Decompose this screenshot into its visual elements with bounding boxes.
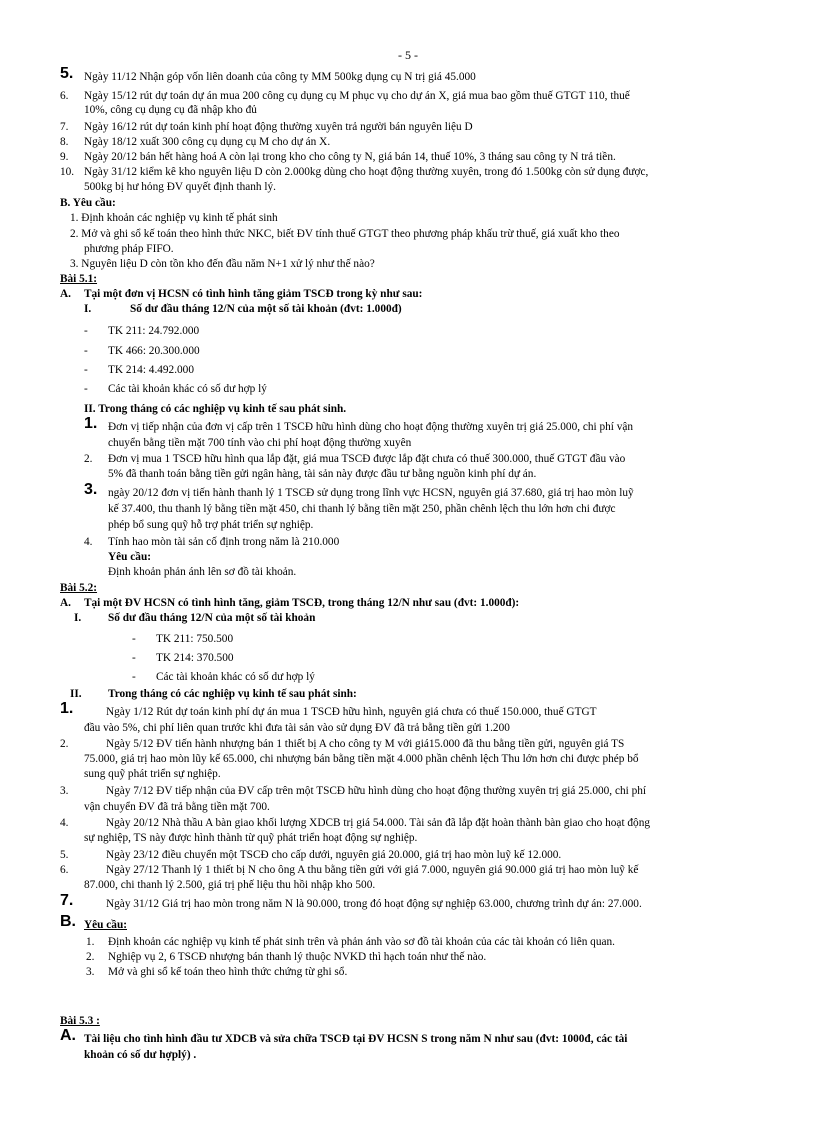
exercise-title: Bài 5.1:: [60, 273, 98, 285]
op-text: Đơn vị mua 1 TSCĐ hữu hình qua lắp đặt, giá mua TSCĐ được lắp đặt chưa có thuế 300.000, thuế GTGT đầu vào: [108, 453, 626, 465]
bullet-dash: -: [84, 345, 88, 357]
op-text: Ngày 1/12 Rút dự toán kinh phí dự án mua 1 TSCĐ hữu hình, nguyên giá chưa có thuế 150.000, thuế GTGT: [106, 706, 597, 718]
list-item-text: Ngày 16/12 rút dự toán kinh phí hoạt động thường xuyên trả người bán nguyên liệu D: [84, 121, 473, 133]
op-number: 3.: [84, 481, 98, 498]
op-text: Đơn vị tiếp nhận của đơn vị cấp trên 1 TSCĐ hữu hình dùng cho hoạt động thường xuyên trị giá 25.000, chi phí vận: [108, 421, 634, 433]
section-heading: Tài liệu cho tình hình đầu tư XDCB và sửa chữa TSCĐ tại ĐV HCSN S trong năm N như sau (đvt: 1000đ, các tài: [84, 1033, 628, 1045]
requirement-item: phương pháp FIFO.: [84, 243, 174, 255]
requirement-item: Định khoản phản ánh lên sơ đồ tài khoản.: [108, 566, 297, 578]
list-item-number: 8.: [60, 136, 69, 148]
list-item-text: 500kg bị hư hỏng ĐV quyết định thanh lý.: [84, 181, 276, 193]
bullet-dash: -: [132, 652, 136, 664]
section-label: I.: [84, 303, 92, 315]
list-item-number: 5.: [60, 65, 74, 82]
op-text: Ngày 23/12 điều chuyển một TSCĐ cho cấp dưới, nguyên giá 20.000, giá trị hao mòn luỹ kế 12.000.: [106, 849, 562, 861]
op-text: Ngày 7/12 ĐV tiếp nhận của ĐV cấp trên một TSCĐ hữu hình dùng cho hoạt động thường xuyên trị giá 25.000, chi phí: [106, 785, 647, 797]
section-heading: Số dư đầu tháng 12/N của một số tài khoản (đvt: 1.000đ): [130, 303, 402, 315]
requirement-item: Mở và ghi sổ kế toán theo hình thức chứng từ ghi sổ.: [108, 966, 348, 978]
requirement-item: Nghiệp vụ 2, 6 TSCĐ nhượng bán thanh lý thuộc NVKD thì hạch toán như thế nào.: [108, 951, 487, 963]
op-text: sung quỹ phát triển sự nghiệp.: [84, 768, 221, 780]
balance-item: Các tài khoản khác có số dư hợp lý: [108, 383, 267, 395]
op-text: 75.000, giá trị hao mòn lũy kế 65.000, chi nhượng bán bằng tiền mặt 4.000 phần chênh lệch Thu lớn hơn chi được phép bổ: [84, 753, 639, 765]
bullet-dash: -: [132, 633, 136, 645]
section-label: II.: [70, 688, 82, 700]
op-text: Ngày 5/12 ĐV tiến hành nhượng bán 1 thiết bị A cho công ty M với giá15.000 đã thu bằng tiền gửi, nguyên giá TS: [106, 738, 625, 750]
op-text: 87.000, chi thanh lý 2.500, giá trị phế liệu thu hồi nhập kho 500.: [84, 879, 376, 891]
op-number: 1.: [60, 700, 74, 717]
balance-item: TK 211: 750.500: [156, 633, 234, 645]
section-label: A.: [60, 1027, 76, 1044]
op-text: ngày 20/12 đơn vị tiến hành thanh lý 1 TSCĐ sử dụng trong lĩnh vực HCSN, nguyên giá 37.680, giá trị hao mòn luỹ: [108, 487, 634, 499]
op-text: sự nghiệp, TS này được hình thành từ quỹ phát triển hoạt động sự nghiệp.: [84, 832, 418, 844]
op-number: 6.: [60, 864, 69, 876]
list-item-number: 10.: [60, 166, 75, 178]
list-item-number: 7.: [60, 121, 69, 133]
op-number: 4.: [84, 536, 93, 548]
section-label: A.: [60, 288, 71, 300]
list-item-text: Ngày 20/12 bán hết hàng hoá A còn lại trong kho cho công ty N, giá bán 14, thuế 10%, 3 tháng sau công ty N trả tiền.: [84, 151, 616, 163]
list-item-number: 6.: [60, 90, 69, 102]
op-text: vận chuyển ĐV đã trả bằng tiền mặt 700.: [84, 801, 270, 813]
section-heading: B. Yêu cầu:: [60, 197, 116, 209]
op-text: Ngày 20/12 Nhà thầu A bàn giao khối lượng XDCB trị giá 54.000. Tài sản đã lắp đặt hoàn thành bàn giao cho hoạt động: [106, 817, 651, 829]
op-number: 1.: [84, 415, 98, 432]
op-text: Ngày 27/12 Thanh lý 1 thiết bị N cho ông A thu bằng tiền gửi với giá 7.000, nguyên giá 90.000 giá trị hao mòn luỹ kế: [106, 864, 639, 876]
section-label: A.: [60, 597, 71, 609]
list-item-text: Ngày 18/12 xuất 300 công cụ dụng cụ M cho dự án X.: [84, 136, 331, 148]
section-heading: Yêu cầu:: [84, 919, 127, 931]
requirement-number: 2.: [86, 951, 95, 963]
requirement-item: 1. Định khoản các nghiệp vụ kinh tế phát sinh: [70, 212, 278, 224]
section-heading: Số dư đầu tháng 12/N của một số tài khoản: [108, 612, 316, 624]
op-number: 7.: [60, 892, 74, 909]
op-text: kế 37.400, thu thanh lý bằng tiền mặt 450, chi thanh lý bằng tiền mặt 250, phần chênh lệch thu lớn hơn chi được: [108, 503, 616, 515]
bullet-dash: -: [84, 364, 88, 376]
list-item-number: 9.: [60, 151, 69, 163]
section-label: B.: [60, 913, 76, 930]
op-text: chuyển bằng tiền mặt 700 tính vào chi phí hoạt động thường xuyên: [108, 437, 412, 449]
section-heading: Tại một ĐV HCSN có tình hình tăng, giảm TSCĐ, trong tháng 12/N như sau (đvt: 1.000đ):: [84, 597, 520, 609]
list-item-text: Ngày 15/12 rút dự toán dự án mua 200 công cụ dụng cụ M phục vụ cho dự án X, giá mua bao gồm thuế GTGT 110, thuế: [84, 90, 630, 102]
list-item-text: Ngày 31/12 kiểm kê kho nguyên liệu D còn 2.000kg dùng cho hoạt động thường xuyên, trong đó 1.500kg còn sử dụng được,: [84, 166, 649, 178]
op-text: 5% đã thanh toán bằng tiền gửi ngân hàng, tài sản này được đầu tư bằng nguồn kinh phí dự án.: [108, 468, 537, 480]
requirement-item: 3. Nguyên liệu D còn tồn kho đến đầu năm N+1 xử lý như thế nào?: [70, 258, 375, 270]
section-heading: II. Trong tháng có các nghiệp vụ kinh tế sau phát sinh.: [84, 403, 347, 415]
section-label: I.: [74, 612, 82, 624]
op-number: 3.: [60, 785, 69, 797]
list-item-text: Ngày 11/12 Nhận góp vốn liên doanh của công ty MM 500kg dụng cụ N trị giá 45.000: [84, 71, 476, 83]
page-number: - 5 -: [398, 48, 418, 62]
section-heading: Tại một đơn vị HCSN có tình hình tăng giảm TSCĐ trong kỳ như sau:: [84, 288, 423, 300]
exercise-title: Bài 5.2:: [60, 582, 98, 594]
requirement-number: 1.: [86, 936, 95, 948]
bullet-dash: -: [84, 383, 88, 395]
section-heading: Trong tháng có các nghiệp vụ kinh tế sau phát sinh:: [108, 688, 357, 700]
op-number: 2.: [60, 738, 69, 750]
section-heading: Yêu cầu:: [108, 551, 151, 563]
op-text: phép bổ sung quỹ hỗ trợ phát triển sự nghiệp.: [108, 519, 314, 531]
bullet-dash: -: [84, 325, 88, 337]
exercise-title: Bài 5.3 :: [60, 1015, 100, 1027]
op-number: 4.: [60, 817, 69, 829]
op-text: đầu vào 5%, chi phí liên quan trước khi đưa tài sản vào sử dụng ĐV đã trả bằng tiền gửi 1.200: [84, 722, 510, 734]
balance-item: TK 466: 20.300.000: [108, 345, 200, 357]
balance-item: TK 214: 4.492.000: [108, 364, 194, 376]
bullet-dash: -: [132, 671, 136, 683]
balance-item: Các tài khoản khác có số dư hợp lý: [156, 671, 315, 683]
section-heading: khoản có số dư hợplý) .: [84, 1049, 197, 1061]
requirement-item: 2. Mở và ghi sổ kế toán theo hình thức NKC, biết ĐV tính thuế GTGT theo phương pháp khấu trừ thuế, giá xuất kho theo: [70, 228, 620, 240]
balance-item: TK 214: 370.500: [156, 652, 234, 664]
balance-item: TK 211: 24.792.000: [108, 325, 200, 337]
list-item-text: 10%, công cụ dụng cụ đã nhập kho đủ: [84, 104, 257, 116]
requirement-item: Định khoản các nghiệp vụ kinh tế phát sinh trên và phản ánh vào sơ đồ tài khoản của các tài khoản có liên quan.: [108, 936, 615, 948]
op-text: Tính hao mòn tài sản cố định trong năm là 210.000: [108, 536, 340, 548]
op-text: Ngày 31/12 Giá trị hao mòn trong năm N là 90.000, trong đó hoạt động sự nghiệp 63.000, chương trình dự án: 27.000.: [106, 898, 642, 910]
op-number: 5.: [60, 849, 69, 861]
requirement-number: 3.: [86, 966, 95, 978]
op-number: 2.: [84, 453, 93, 465]
